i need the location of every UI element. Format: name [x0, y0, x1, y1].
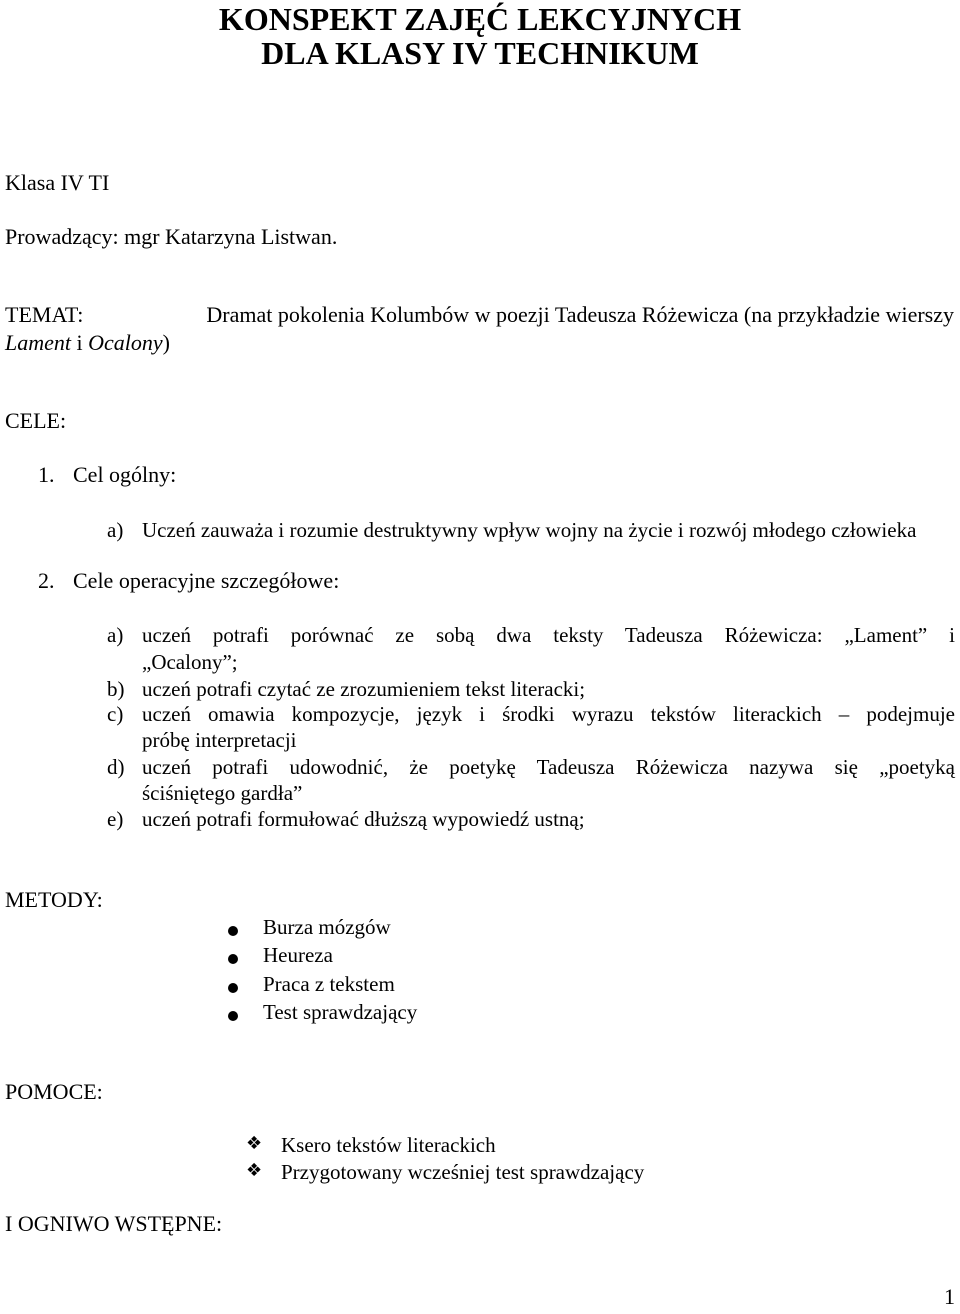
poem-title-lament: Lament	[5, 330, 71, 355]
aid-item: Przygotowany wcześniej test sprawdzający	[281, 1160, 645, 1184]
objective-a-line-2: „Ocalony”;	[142, 650, 238, 674]
general-goal-item: Uczeń zauważa i rozumie destruktywny wpływ wojny na życie i rozwój młodego człowieka	[142, 518, 917, 542]
document-title-line-1: KONSPEKT ZAJĘĆ LEKCYJNYCH	[218, 1, 742, 37]
bullet-icon	[228, 922, 238, 940]
general-goal-number: 1.	[38, 462, 55, 487]
method-item: Test sprawdzający	[263, 1000, 418, 1024]
goals-heading: CELE:	[5, 408, 67, 433]
objective-c-line-1: uczeń omawia kompozycje, język i środki wyrazu tekstów literackich – podejmuje	[142, 702, 955, 726]
objective-marker-c: c)	[107, 702, 124, 726]
class-info: Klasa IV TI	[5, 170, 110, 195]
topic-line-2	[5, 330, 170, 356]
topic-text: Dramat pokolenia Kolumbów w poezji Tadeusza Różewicza (na przykładzie wierszy	[206, 302, 954, 327]
diamond-bullet-icon: ❖	[246, 1160, 263, 1181]
general-goal-heading: Cel ogólny:	[73, 462, 177, 487]
topic-line	[5, 302, 954, 328]
intro-stage-heading: I OGNIWO WSTĘPNE:	[5, 1211, 223, 1236]
method-item: Praca z tekstem	[263, 972, 395, 996]
page-number: 1	[944, 1284, 955, 1309]
method-item: Burza mózgów	[263, 915, 391, 939]
operational-goals-number: 2.	[38, 568, 55, 593]
objective-a-line-1: uczeń potrafi porównać ze sobą dwa teksty Tadeusza Różewicza: „Lament” i	[142, 623, 955, 647]
objective-e-line-1: uczeń potrafi formułować dłuższą wypowiedź ustną;	[142, 807, 585, 831]
objective-marker-b: b)	[107, 677, 125, 701]
poem-title-ocalony: Ocalony	[88, 330, 163, 355]
operational-goals-heading: Cele operacyjne szczegółowe:	[73, 568, 340, 593]
objective-d-line-1: uczeń potrafi udowodnić, że poetykę Tadeusza Różewicza nazywa się „poetyką	[142, 755, 955, 779]
diamond-bullet-icon: ❖	[246, 1133, 263, 1154]
objective-d-line-2: ściśniętego gardła”	[142, 781, 303, 805]
general-goal-marker: a)	[107, 518, 124, 542]
topic-label: TEMAT:	[5, 302, 84, 327]
methods-heading: METODY:	[5, 887, 103, 912]
objective-marker-a: a)	[107, 623, 124, 647]
objective-marker-e: e)	[107, 807, 124, 831]
objective-marker-d: d)	[107, 755, 125, 779]
method-item: Heureza	[263, 943, 333, 967]
objective-c-line-2: próbę interpretacji	[142, 728, 297, 752]
topic-connector: i	[71, 330, 89, 355]
bullet-icon	[228, 950, 238, 968]
aid-item: Ksero tekstów literackich	[281, 1133, 496, 1157]
aids-heading: POMOCE:	[5, 1079, 103, 1104]
document-title-line-2: DLA KLASY IV TECHNIKUM	[261, 35, 699, 71]
bullet-icon	[228, 1007, 238, 1025]
teacher-info: Prowadzący: mgr Katarzyna Listwan.	[5, 224, 338, 249]
bullet-icon	[228, 979, 238, 997]
objective-b-line-1: uczeń potrafi czytać ze zrozumieniem tekst literacki;	[142, 677, 586, 701]
topic-close: )	[162, 330, 170, 355]
